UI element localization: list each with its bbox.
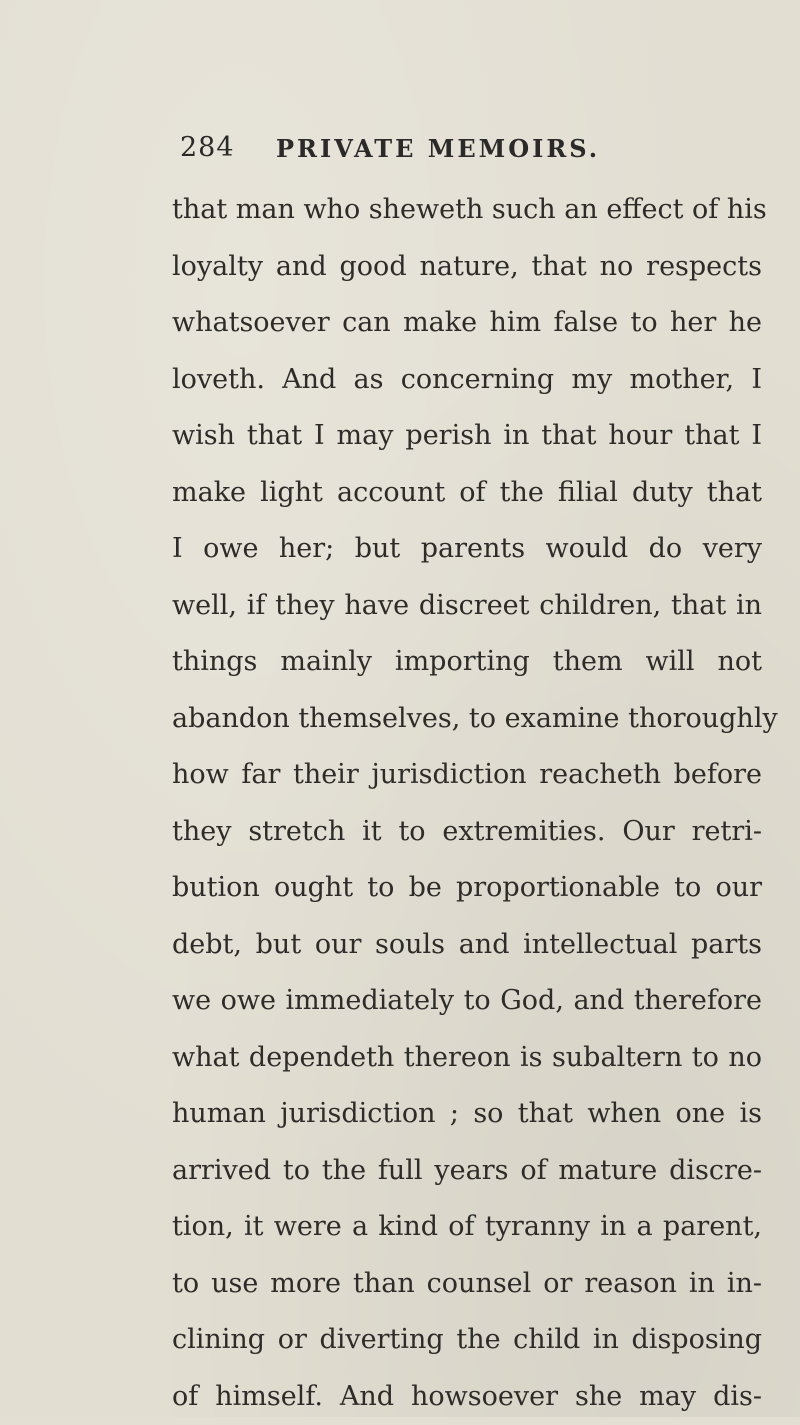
page-header	[180, 132, 760, 172]
text-line: what dependeth thereon is subaltern to no	[172, 1030, 762, 1087]
text-line: wish that I may perish in that hour that I	[172, 408, 762, 465]
text-line: to use more than counsel or reason in in-	[172, 1256, 762, 1313]
text-line: that man who sheweth such an effect of his	[172, 182, 762, 239]
text-line: we owe immediately to God, and therefore	[172, 973, 762, 1030]
text-line: debt, but our souls and intellectual parts	[172, 917, 762, 974]
text-line: well, if they have discreet children, that in	[172, 578, 762, 635]
text-line: loyalty and good nature, that no respects	[172, 239, 762, 296]
page-number: 284	[180, 132, 235, 163]
text-line: arrived to the full years of mature discre-	[172, 1143, 762, 1200]
text-line: how far their jurisdiction reacheth before	[172, 747, 762, 804]
text-line: things mainly importing them will not	[172, 634, 762, 691]
text-line: make light account of the filial duty that	[172, 465, 762, 522]
running-title: PRIVATE MEMOIRS.	[276, 134, 600, 163]
text-line: I owe her; but parents would do very	[172, 521, 762, 578]
text-line: they stretch it to extremities. Our retri-	[172, 804, 762, 861]
text-line: whatsoever can make him false to her he	[172, 295, 762, 352]
text-line: clining or diverting the child in disposing	[172, 1312, 762, 1369]
text-line: bution ought to be proportionable to our	[172, 860, 762, 917]
text-line: loveth. And as concerning my mother, I	[172, 352, 762, 409]
text-line: of himself. And howsoever she may dis-	[172, 1369, 762, 1425]
body-text	[172, 182, 762, 1425]
text-line: tion, it were a kind of tyranny in a parent,	[172, 1199, 762, 1256]
text-line: abandon themselves, to examine thoroughly	[172, 691, 762, 748]
text-line: human jurisdiction ; so that when one is	[172, 1086, 762, 1143]
